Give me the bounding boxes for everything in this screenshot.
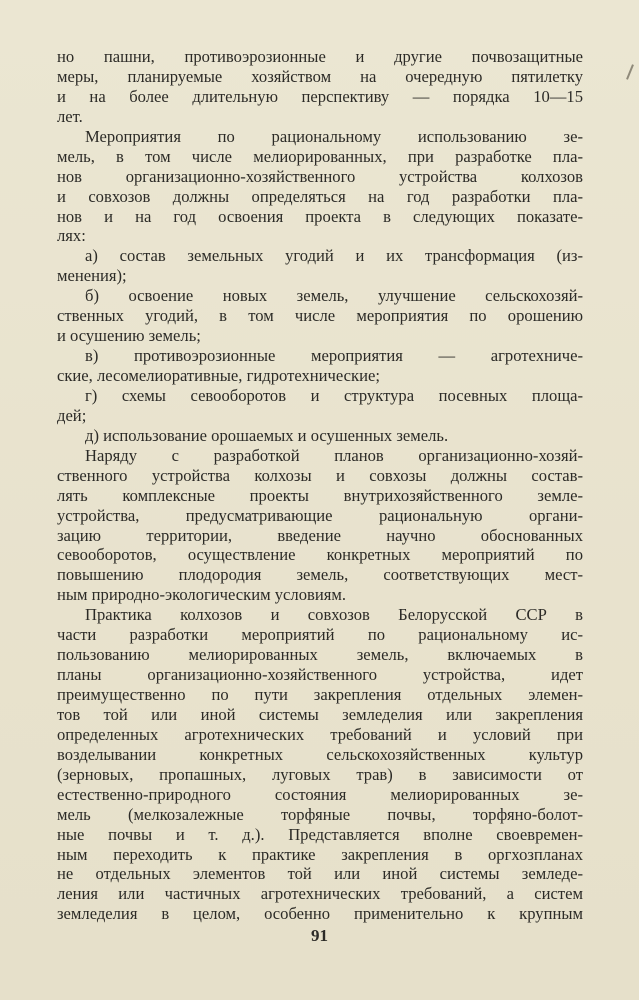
text-line: в) противоэрозионные мероприятия — агротехниче- (85, 346, 583, 366)
text-line: части разработки мероприятий по рациональному ис- (57, 625, 583, 645)
text-line: и совхозов должны определяться на год разработки пла- (57, 186, 583, 206)
text-line: менения); (57, 266, 127, 286)
text-line: возделывании конкретных сельскохозяйственных культур (57, 744, 583, 764)
page-number: 91 (311, 926, 328, 945)
text-line: нов организационно-хозяйственного устройства колхозов (57, 166, 583, 186)
text-line: мель, в том числе мелиорированных, при разработке пла- (57, 146, 583, 166)
text-line: ные почвы и т. д.). Представляется вполне своевремен- (57, 824, 583, 844)
text-line: ным природно-экологическим условиям. (57, 585, 346, 605)
text-line: меры, планируемые хозяйством на очередную пятилетку (57, 66, 583, 86)
text-line: устройства, предусматривающие рациональную органи- (57, 505, 583, 525)
text-line: нов и на год освоения проекта в следующих показате- (57, 206, 583, 226)
text-line: ственных угодий, в том числе мероприятия по орошению (57, 306, 583, 326)
text-line: планы организационно-хозяйственного устройства, идет (57, 665, 583, 685)
text-line: севооборотов, осуществление конкретных мероприятий по (57, 545, 583, 565)
text-line: определенных агротехнических требований и условий при (57, 724, 583, 744)
text-line: но пашни, противоэрозионные и другие почвозащитные (57, 47, 583, 66)
text-line: Практика колхозов и совхозов Белорусской ССР в (85, 605, 583, 625)
margin-mark (626, 64, 634, 80)
text-line: Наряду с разработкой планов организационно-хозяй- (85, 445, 583, 465)
text-line: ным переходить к практике закрепления в оргхозпланах (57, 844, 583, 864)
text-line: а) состав земельных угодий и их трансформация (из- (85, 246, 583, 266)
text-line: дей; (57, 405, 87, 425)
text-line: естественно-природного состояния мелиорированных зе- (57, 784, 583, 804)
text-line: г) схемы севооборотов и структура посевных площа- (85, 385, 583, 405)
text-line: ские, лесомелиоративные, гидротехнические; (57, 366, 380, 385)
text-line: ления или частичных агротехнических требований, а систем (57, 884, 583, 904)
text-line: б) освоение новых земель, улучшение сельскохозяй- (85, 286, 583, 306)
body-text (57, 47, 583, 924)
text-line: (зерновых, пропашных, луговых трав) в зависимости от (57, 764, 583, 784)
text-line: и осушению земель; (57, 326, 201, 346)
text-line: Мероприятия по рациональному использованию зе- (85, 126, 583, 146)
text-line: лять комплексные проекты внутрихозяйственного земле- (57, 485, 583, 505)
text-line: пользованию мелиорированных земель, включаемых в (57, 645, 583, 665)
text-line: преимущественно по пути закрепления отдельных элемен- (57, 685, 583, 704)
text-line: мель (мелкозалежные торфяные почвы, торфяно-болот- (57, 804, 583, 824)
text-line: повышению плодородия земель, соответствующих мест- (57, 565, 583, 585)
text-line: ственного устройства колхозы и совхозы должны состав- (57, 465, 583, 485)
text-line: зацию территории, введение научно обоснованных (57, 525, 583, 545)
text-line: и на более длительную перспективу — порядка 10—15 (57, 86, 583, 106)
text-line: лет. (57, 106, 83, 126)
text-line: не отдельных элементов той или иной системы земледе- (57, 864, 583, 884)
text-line: лях: (57, 226, 86, 246)
text-line: д) использование орошаемых и осушенных земель. (85, 425, 449, 445)
text-line: тов той или иной системы земледелия или закрепления (57, 704, 583, 724)
text-line: земледелия в целом, особенно применительно к крупным (57, 904, 583, 924)
